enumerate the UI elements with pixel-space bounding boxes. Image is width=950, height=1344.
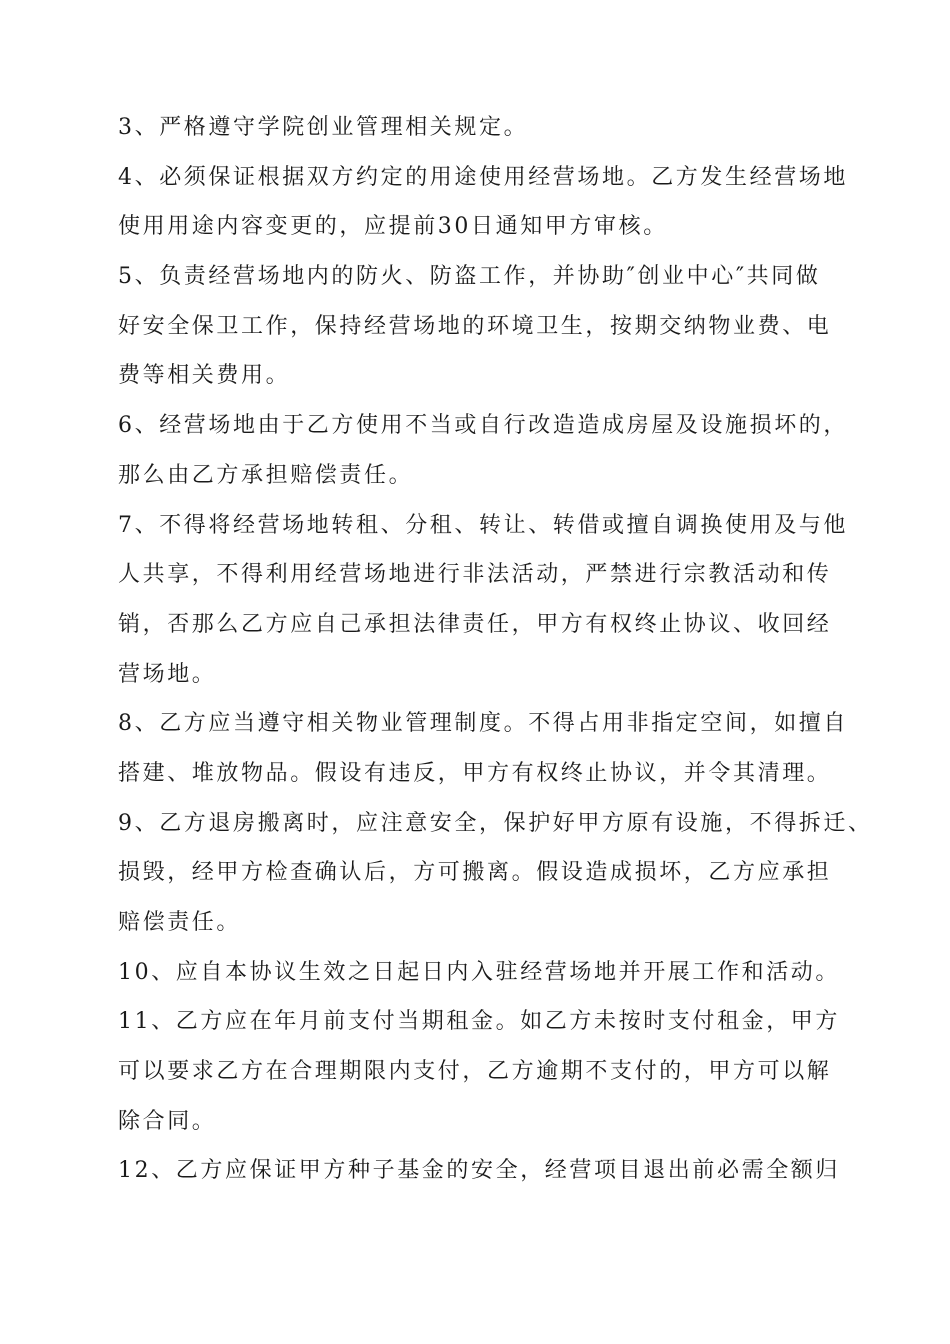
text-line: 9、乙方退房搬离时，应注意安全，保护好甲方原有设施，不得拆迁、 <box>118 810 873 836</box>
text-line: 7、不得将经营场地转租、分租、转让、转借或擅自调换使用及与他 <box>118 512 848 538</box>
text-line: 销，否那么乙方应自己承担法律责任，甲方有权终止协议、收回经 <box>118 611 832 637</box>
document-body <box>118 103 873 1196</box>
text-line: 12、乙方应保证甲方种子基金的安全，经营项目退出前必需全额归 <box>118 1158 840 1184</box>
text-line: 使用用途内容变更的，应提前30日通知甲方审核。 <box>118 214 668 240</box>
text-line: 那么由乙方承担赔偿责任。 <box>118 462 414 488</box>
text-line: 搭建、堆放物品。假设有违反，甲方有权终止协议，并令其清理。 <box>118 760 832 786</box>
text-line: 6、经营场地由于乙方使用不当或自行改造造成房屋及设施损坏的， <box>118 413 848 439</box>
text-line: 好安全保卫工作，保持经营场地的环境卫生，按期交纳物业费、电 <box>118 313 832 339</box>
text-line: 8、乙方应当遵守相关物业管理制度。不得占用非指定空间，如擅自 <box>118 711 848 737</box>
text-line: 除合同。 <box>118 1108 217 1134</box>
text-line: 损毁，经甲方检查确认后，方可搬离。假设造成损坏，乙方应承担 <box>118 860 832 886</box>
text-line: 5、负责经营场地内的防火、防盗工作，并协助″创业中心″共同做 <box>118 264 821 290</box>
text-line: 4、必须保证根据双方约定的用途使用经营场地。乙方发生经营场地 <box>118 164 848 190</box>
text-line: 3、严格遵守学院创业管理相关规定。 <box>118 115 529 140</box>
text-line: 10、应自本协议生效之日起日内入驻经营场地并开展工作和活动。 <box>118 959 840 985</box>
text-line: 费等相关费用。 <box>118 363 291 389</box>
text-line: 可以要求乙方在合理期限内支付，乙方逾期不支付的，甲方可以解 <box>118 1059 832 1085</box>
text-line: 人共享，不得利用经营场地进行非法活动，严禁进行宗教活动和传 <box>118 562 832 588</box>
text-line: 11、乙方应在年月前支付当期租金。如乙方未按时支付租金，甲方 <box>118 1009 840 1035</box>
text-line: 赔偿责任。 <box>118 910 242 935</box>
text-line: 营场地。 <box>118 661 217 687</box>
